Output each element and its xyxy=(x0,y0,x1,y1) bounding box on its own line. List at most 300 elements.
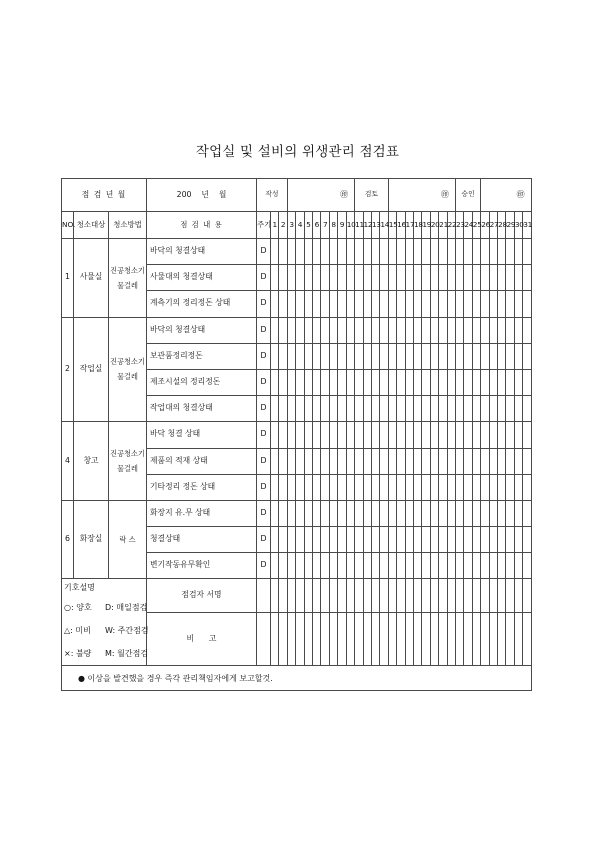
daily-check-cell xyxy=(355,265,363,291)
check-item: 바닥 청결 상태 xyxy=(147,422,257,448)
daily-check-cell xyxy=(329,474,337,500)
daily-check-cell xyxy=(355,553,363,579)
daily-check-cell xyxy=(506,500,514,526)
cleaning-target: 사물실 xyxy=(74,239,109,318)
daily-check-cell xyxy=(455,474,463,500)
day-header: 15 xyxy=(388,212,396,239)
daily-check-cell xyxy=(321,239,329,265)
inspector-sign-cell xyxy=(296,579,304,613)
daily-check-cell xyxy=(472,369,480,395)
daily-check-cell xyxy=(413,553,421,579)
daily-check-cell xyxy=(422,369,430,395)
daily-check-cell xyxy=(464,265,472,291)
daily-check-cell xyxy=(413,527,421,553)
check-cycle: D xyxy=(257,265,271,291)
daily-check-cell xyxy=(338,448,346,474)
daily-check-cell xyxy=(371,396,379,422)
daily-check-cell xyxy=(271,553,279,579)
daily-check-cell xyxy=(430,527,438,553)
daily-check-cell xyxy=(321,500,329,526)
area-number: 1 xyxy=(62,239,74,318)
day-header: 30 xyxy=(514,212,522,239)
daily-check-cell xyxy=(464,474,472,500)
daily-check-cell xyxy=(380,291,388,317)
inspector-sign-cell xyxy=(489,579,497,613)
checklist-row xyxy=(62,500,532,526)
daily-check-cell xyxy=(329,317,337,343)
daily-check-cell xyxy=(388,500,396,526)
daily-check-cell xyxy=(405,422,413,448)
daily-check-cell xyxy=(506,291,514,317)
day-header: 28 xyxy=(498,212,506,239)
day-header: 11 xyxy=(355,212,363,239)
blank-cycle-cell xyxy=(257,613,271,666)
daily-check-cell xyxy=(514,448,522,474)
document-title: 작업실 및 설비의 위생관리 점검표 xyxy=(195,144,400,160)
daily-check-cell xyxy=(287,317,295,343)
daily-check-cell xyxy=(388,343,396,369)
legend-row xyxy=(64,642,149,665)
daily-check-cell xyxy=(489,553,497,579)
daily-check-cell xyxy=(413,422,421,448)
daily-check-cell xyxy=(380,265,388,291)
day-header: 7 xyxy=(321,212,329,239)
remarks-cell xyxy=(455,613,463,666)
remarks-cell xyxy=(430,613,438,666)
day-header: 8 xyxy=(329,212,337,239)
daily-check-cell xyxy=(338,317,346,343)
day-header: 27 xyxy=(489,212,497,239)
daily-check-cell xyxy=(489,239,497,265)
daily-check-cell xyxy=(498,527,506,553)
daily-check-cell xyxy=(498,422,506,448)
daily-check-cell xyxy=(388,396,396,422)
daily-check-cell xyxy=(363,317,371,343)
daily-check-cell xyxy=(422,291,430,317)
day-header: 18 xyxy=(413,212,421,239)
cleaning-method xyxy=(109,500,147,579)
check-item: 작업대의 청결상태 xyxy=(147,396,257,422)
daily-check-cell xyxy=(464,369,472,395)
checklist-row xyxy=(62,317,532,343)
daily-check-cell xyxy=(338,265,346,291)
daily-check-cell xyxy=(405,317,413,343)
daily-check-cell xyxy=(397,265,405,291)
remarks-cell xyxy=(481,613,489,666)
daily-check-cell xyxy=(287,369,295,395)
daily-check-cell xyxy=(271,527,279,553)
daily-check-cell xyxy=(514,369,522,395)
day-header: 31 xyxy=(523,212,531,239)
daily-check-cell xyxy=(447,553,455,579)
inspector-sign-cell xyxy=(346,579,354,613)
daily-check-cell xyxy=(279,265,287,291)
daily-check-cell xyxy=(481,265,489,291)
daily-check-cell xyxy=(296,396,304,422)
daily-check-cell xyxy=(405,527,413,553)
daily-check-cell xyxy=(489,291,497,317)
daily-check-cell xyxy=(346,448,354,474)
daily-check-cell xyxy=(271,317,279,343)
legend-symbol: ×: 불량 xyxy=(64,649,92,659)
daily-check-cell xyxy=(514,553,522,579)
daily-check-cell xyxy=(371,474,379,500)
daily-check-cell xyxy=(523,527,531,553)
inspector-sign-cell xyxy=(371,579,379,613)
daily-check-cell xyxy=(506,527,514,553)
cleaning-target: 창고 xyxy=(74,422,109,501)
daily-check-cell xyxy=(346,317,354,343)
daily-check-cell xyxy=(329,396,337,422)
daily-check-cell xyxy=(405,500,413,526)
daily-check-cell xyxy=(338,474,346,500)
inspector-sign-cell xyxy=(338,579,346,613)
remarks-cell xyxy=(321,613,329,666)
daily-check-cell xyxy=(355,500,363,526)
check-item: 청결상태 xyxy=(147,527,257,553)
daily-check-cell xyxy=(422,448,430,474)
daily-check-cell xyxy=(313,448,321,474)
remarks-cell xyxy=(413,613,421,666)
daily-check-cell xyxy=(514,422,522,448)
daily-check-cell xyxy=(346,369,354,395)
daily-check-cell xyxy=(413,500,421,526)
daily-check-cell xyxy=(380,239,388,265)
daily-check-cell xyxy=(464,317,472,343)
daily-check-cell xyxy=(363,500,371,526)
inspector-sign-cell xyxy=(321,579,329,613)
daily-check-cell xyxy=(388,527,396,553)
daily-check-cell xyxy=(313,422,321,448)
inspector-sign-cell xyxy=(523,579,531,613)
daily-check-cell xyxy=(489,500,497,526)
daily-check-cell xyxy=(279,396,287,422)
daily-check-cell xyxy=(329,369,337,395)
daily-check-cell xyxy=(296,527,304,553)
daily-check-cell xyxy=(279,527,287,553)
column-header-no: NO. xyxy=(62,212,74,239)
day-header: 4 xyxy=(296,212,304,239)
cleaning-method xyxy=(109,422,147,501)
daily-check-cell xyxy=(439,500,447,526)
daily-check-cell xyxy=(279,474,287,500)
daily-check-cell xyxy=(313,239,321,265)
check-cycle: D xyxy=(257,553,271,579)
daily-check-cell xyxy=(355,396,363,422)
day-header: 19 xyxy=(422,212,430,239)
daily-check-cell xyxy=(313,474,321,500)
day-header: 26 xyxy=(481,212,489,239)
daily-check-cell xyxy=(363,343,371,369)
daily-check-cell xyxy=(304,265,312,291)
daily-check-cell xyxy=(287,422,295,448)
column-header-row xyxy=(62,212,532,239)
daily-check-cell xyxy=(405,369,413,395)
remarks-cell xyxy=(296,613,304,666)
daily-check-cell xyxy=(296,343,304,369)
daily-check-cell xyxy=(498,474,506,500)
daily-check-cell xyxy=(481,500,489,526)
daily-check-cell xyxy=(439,291,447,317)
remarks-cell xyxy=(355,613,363,666)
daily-check-cell xyxy=(329,500,337,526)
checklist-footer xyxy=(62,579,532,691)
daily-check-cell xyxy=(304,291,312,317)
daily-check-cell xyxy=(472,291,480,317)
daily-check-cell xyxy=(523,265,531,291)
daily-check-cell xyxy=(455,422,463,448)
daily-check-cell xyxy=(430,317,438,343)
daily-check-cell xyxy=(380,527,388,553)
daily-check-cell xyxy=(388,422,396,448)
check-cycle: D xyxy=(257,527,271,553)
daily-check-cell xyxy=(321,317,329,343)
inspector-sign-cell xyxy=(413,579,421,613)
daily-check-cell xyxy=(514,291,522,317)
daily-check-cell xyxy=(338,553,346,579)
daily-check-cell xyxy=(430,265,438,291)
writer-signature-box xyxy=(287,179,354,212)
daily-check-cell xyxy=(279,239,287,265)
legend-title: 기호설명 xyxy=(64,583,95,593)
inspector-sign-cell xyxy=(447,579,455,613)
daily-check-cell xyxy=(363,553,371,579)
daily-check-cell xyxy=(447,343,455,369)
daily-check-cell xyxy=(338,369,346,395)
inspector-sign-cell xyxy=(506,579,514,613)
remarks-cell xyxy=(388,613,396,666)
daily-check-cell xyxy=(514,317,522,343)
daily-check-cell xyxy=(455,448,463,474)
writer-label: 작성 xyxy=(257,179,288,212)
daily-check-cell xyxy=(514,343,522,369)
daily-check-cell xyxy=(346,343,354,369)
daily-check-cell xyxy=(523,369,531,395)
daily-check-cell xyxy=(397,448,405,474)
daily-check-cell xyxy=(413,369,421,395)
inspector-sign-row xyxy=(62,579,532,613)
daily-check-cell xyxy=(338,422,346,448)
remarks-cell xyxy=(287,613,295,666)
daily-check-cell xyxy=(464,343,472,369)
daily-check-cell xyxy=(346,553,354,579)
daily-check-cell xyxy=(329,422,337,448)
cleaning-method xyxy=(109,317,147,422)
daily-check-cell xyxy=(380,317,388,343)
daily-check-cell xyxy=(430,239,438,265)
daily-check-cell xyxy=(304,369,312,395)
area-number: 2 xyxy=(62,317,74,422)
inspector-sign-cell xyxy=(481,579,489,613)
daily-check-cell xyxy=(464,500,472,526)
daily-check-cell xyxy=(405,291,413,317)
cleaning-target: 작업실 xyxy=(74,317,109,422)
approval-header-row xyxy=(62,179,532,212)
remarks-cell xyxy=(472,613,480,666)
daily-check-cell xyxy=(355,527,363,553)
daily-check-cell xyxy=(472,553,480,579)
remarks-cell xyxy=(489,613,497,666)
daily-check-cell xyxy=(279,422,287,448)
daily-check-cell xyxy=(363,291,371,317)
daily-check-cell xyxy=(489,343,497,369)
daily-check-cell xyxy=(371,500,379,526)
daily-check-cell xyxy=(430,422,438,448)
daily-check-cell xyxy=(481,396,489,422)
daily-check-cell xyxy=(371,527,379,553)
day-header: 5 xyxy=(304,212,312,239)
daily-check-cell xyxy=(397,343,405,369)
daily-check-cell xyxy=(439,553,447,579)
daily-check-cell xyxy=(355,291,363,317)
check-item: 변기작동유무확인 xyxy=(147,553,257,579)
daily-check-cell xyxy=(313,265,321,291)
check-item: 화장지 유.무 상태 xyxy=(147,500,257,526)
daily-check-cell xyxy=(304,448,312,474)
daily-check-cell xyxy=(371,265,379,291)
daily-check-cell xyxy=(346,396,354,422)
daily-check-cell xyxy=(271,448,279,474)
daily-check-cell xyxy=(296,422,304,448)
daily-check-cell xyxy=(498,265,506,291)
inspector-sign-cell xyxy=(514,579,522,613)
daily-check-cell xyxy=(321,343,329,369)
daily-check-cell xyxy=(464,239,472,265)
remarks-cell xyxy=(514,613,522,666)
daily-check-cell xyxy=(447,396,455,422)
daily-check-cell xyxy=(363,448,371,474)
daily-check-cell xyxy=(287,448,295,474)
daily-check-cell xyxy=(380,500,388,526)
legend-row xyxy=(64,596,146,619)
daily-check-cell xyxy=(523,500,531,526)
daily-check-cell xyxy=(271,343,279,369)
daily-check-cell xyxy=(439,448,447,474)
inspector-sign-cell xyxy=(464,579,472,613)
daily-check-cell xyxy=(430,474,438,500)
daily-check-cell xyxy=(346,474,354,500)
daily-check-cell xyxy=(313,553,321,579)
daily-check-cell xyxy=(447,527,455,553)
daily-check-cell xyxy=(422,553,430,579)
daily-check-cell xyxy=(321,291,329,317)
daily-check-cell xyxy=(271,265,279,291)
legend-code: M: 월간점검 xyxy=(105,649,149,659)
inspector-sign-label: 점검자 서명 xyxy=(147,579,257,613)
daily-check-cell xyxy=(523,239,531,265)
check-cycle: D xyxy=(257,448,271,474)
daily-check-cell xyxy=(413,317,421,343)
remarks-cell xyxy=(346,613,354,666)
daily-check-cell xyxy=(296,265,304,291)
daily-check-cell xyxy=(338,396,346,422)
daily-check-cell xyxy=(422,239,430,265)
daily-check-cell xyxy=(439,343,447,369)
daily-check-cell xyxy=(413,448,421,474)
daily-check-cell xyxy=(523,343,531,369)
reviewer-seal-mark: ㊞ xyxy=(440,190,449,200)
daily-check-cell xyxy=(489,448,497,474)
remarks-cell xyxy=(464,613,472,666)
check-item: 사물대의 청결상태 xyxy=(147,265,257,291)
daily-check-cell xyxy=(329,343,337,369)
daily-check-cell xyxy=(271,500,279,526)
column-header-target: 청소대상 xyxy=(74,212,109,239)
daily-check-cell xyxy=(498,291,506,317)
check-cycle: D xyxy=(257,343,271,369)
daily-check-cell xyxy=(313,317,321,343)
daily-check-cell xyxy=(413,265,421,291)
daily-check-cell xyxy=(472,343,480,369)
daily-check-cell xyxy=(506,448,514,474)
daily-check-cell xyxy=(296,369,304,395)
daily-check-cell xyxy=(498,448,506,474)
daily-check-cell xyxy=(481,448,489,474)
daily-check-cell xyxy=(296,553,304,579)
check-item: 보관품정리정돈 xyxy=(147,343,257,369)
daily-check-cell xyxy=(447,500,455,526)
daily-check-cell xyxy=(371,343,379,369)
daily-check-cell xyxy=(447,291,455,317)
daily-check-cell xyxy=(388,369,396,395)
daily-check-cell xyxy=(439,265,447,291)
daily-check-cell xyxy=(489,265,497,291)
daily-check-cell xyxy=(313,500,321,526)
daily-check-cell xyxy=(439,369,447,395)
daily-check-cell xyxy=(397,527,405,553)
daily-check-cell xyxy=(430,448,438,474)
daily-check-cell xyxy=(455,500,463,526)
daily-check-cell xyxy=(287,553,295,579)
daily-check-cell xyxy=(321,396,329,422)
period-label: 점 검 년 월 xyxy=(62,179,147,212)
daily-check-cell xyxy=(388,265,396,291)
remarks-cell xyxy=(397,613,405,666)
daily-check-cell xyxy=(287,239,295,265)
daily-check-cell xyxy=(455,553,463,579)
daily-check-cell xyxy=(329,291,337,317)
inspector-sign-cell xyxy=(304,579,312,613)
checklist-body xyxy=(62,239,532,579)
remarks-cell xyxy=(338,613,346,666)
daily-check-cell xyxy=(296,500,304,526)
day-header: 22 xyxy=(447,212,455,239)
notice-row xyxy=(62,666,532,691)
daily-check-cell xyxy=(397,369,405,395)
daily-check-cell xyxy=(447,265,455,291)
daily-check-cell xyxy=(422,527,430,553)
day-header: 6 xyxy=(313,212,321,239)
legend-code: D: 매일점검 xyxy=(105,603,148,613)
day-header: 2 xyxy=(279,212,287,239)
daily-check-cell xyxy=(422,396,430,422)
daily-check-cell xyxy=(329,527,337,553)
approver-signature-box xyxy=(481,179,531,212)
remarks-cell xyxy=(498,613,506,666)
daily-check-cell xyxy=(514,396,522,422)
cleaning-method-line: 물걸레 xyxy=(117,464,138,474)
check-cycle: D xyxy=(257,291,271,317)
daily-check-cell xyxy=(506,422,514,448)
daily-check-cell xyxy=(397,396,405,422)
daily-check-cell xyxy=(279,317,287,343)
daily-check-cell xyxy=(363,527,371,553)
day-header: 13 xyxy=(371,212,379,239)
daily-check-cell xyxy=(329,553,337,579)
daily-check-cell xyxy=(439,527,447,553)
daily-check-cell xyxy=(363,239,371,265)
daily-check-cell xyxy=(346,239,354,265)
